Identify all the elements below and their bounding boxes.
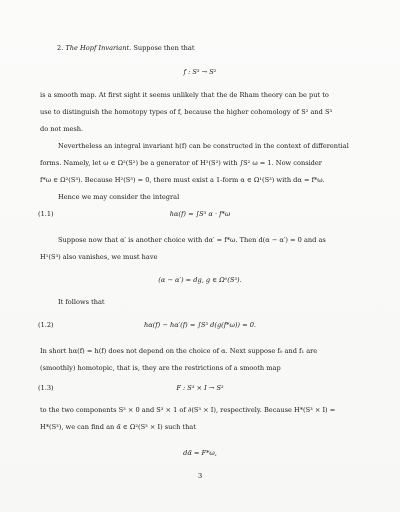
paragraph-line: do not mesh. (40, 125, 84, 133)
section-title: The Hopf Invariant. (65, 44, 132, 52)
paragraph-line: H*(S³), we can find an α̃ ∈ Ω²(S³ × I) such that (40, 423, 196, 431)
section-heading-rest: Suppose then that (131, 44, 195, 52)
paragraph-line: use to distinguish the homotopy types of f, because the higher cohomology of S² and S³ (40, 108, 333, 116)
page-number: 3 (197, 472, 203, 480)
equation-label: (1.3) (38, 384, 54, 392)
equation-label: (1.1) (38, 210, 54, 218)
section-number: 2. (57, 44, 64, 52)
equation-label: (1.2) (38, 321, 54, 329)
equation-diff: (α − α′) = dg, g ∈ Ω⁰(S³). (158, 276, 242, 284)
equation-final: dα̃ = F*ω, (183, 449, 217, 457)
paragraph-line: f*ω ∈ Ω²(S³). Because H²(S³) = 0, there must exist a 1-form α ∈ Ω¹(S³) with dα = f*ω. (40, 176, 325, 184)
equation-1-3: F : S³ × I → S² (176, 384, 224, 392)
paragraph-line: is a smooth map. At first sight it seems unlikely that the de Rham theory can be put to (40, 91, 329, 99)
paragraph-line: (smoothly) homotopic, that is, they are the restrictions of a smooth map (40, 364, 281, 372)
section-heading (57, 44, 362, 53)
paragraph-line: forms. Namely, let ω ∈ Ω²(S²) be a generator of H²(S²) with ∫S² ω = 1. Now consider (40, 159, 322, 167)
paragraph-line: Hence we may consider the integral (58, 193, 180, 201)
paragraph-line: In short hα(f) = h(f) does not depend on the choice of α. Next suppose f₀ and f₁ are (40, 347, 318, 355)
paragraph-line: Suppose now that α′ is another choice with dα′ = f*ω. Then d(α − α′) = 0 and as (58, 236, 326, 244)
equation-1-1: hα(f) = ∫S³ α · f*ω (169, 210, 231, 218)
equation-1-2: hα(f) − hα′(f) = ∫S³ d(g(f*ω)) = 0. (143, 321, 257, 329)
paragraph-line: H¹(S³) also vanishes, we must have (40, 253, 158, 261)
paragraph-line: to the two components S³ × 0 and S³ × 1 of ∂(S³ × I), respectively. Because H*(S³ × I) = (40, 406, 336, 414)
equation-map: f : S³ → S² (183, 68, 217, 76)
paragraph-line: It follows that (58, 298, 105, 306)
paragraph-line: Nevertheless an integral invariant h(f) can be constructed in the context of differential (58, 142, 349, 150)
